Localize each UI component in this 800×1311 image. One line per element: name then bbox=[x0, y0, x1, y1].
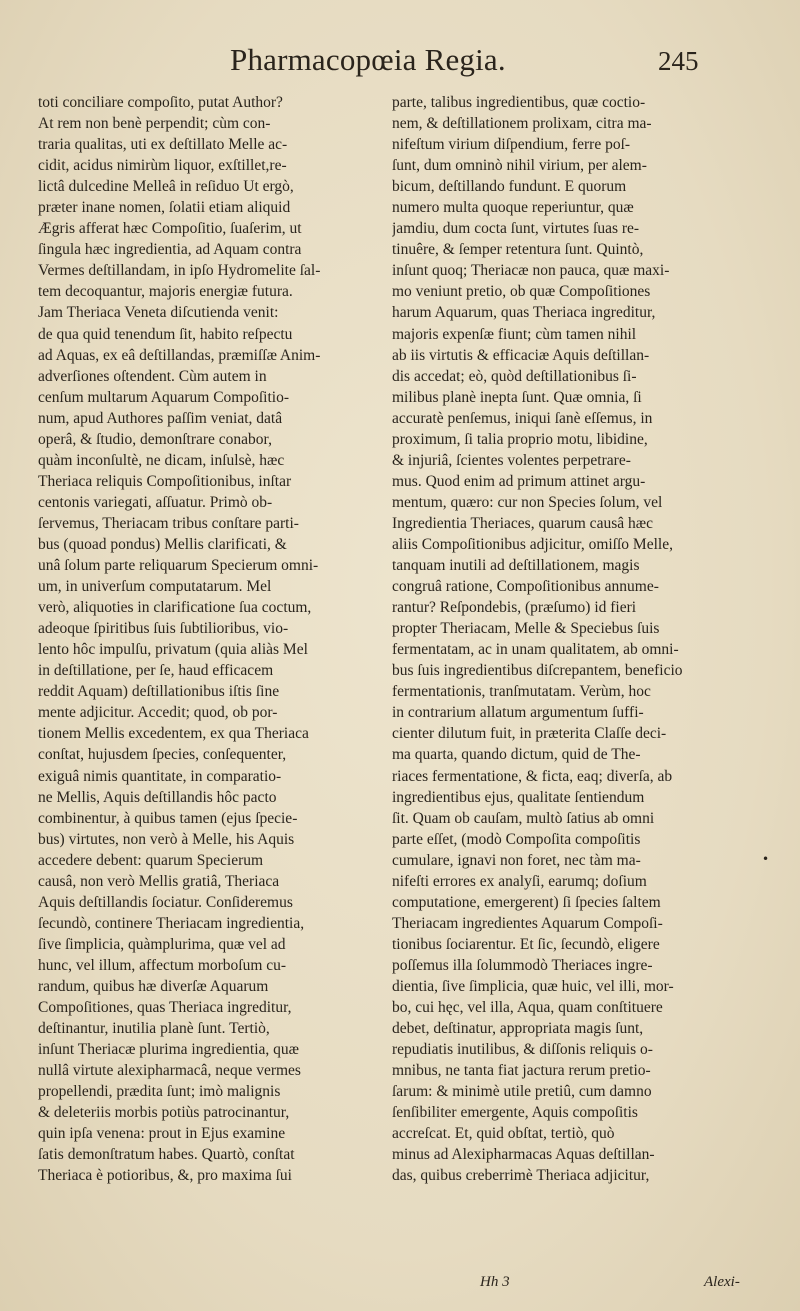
text-line: cenſum multarum Aquarum Compoſitio- bbox=[38, 388, 289, 406]
text-line: tem decoquantur, majoris energiæ futura. bbox=[38, 283, 293, 301]
text-line: cidit, acidus nimirùm liquor, exſtillet,re- bbox=[38, 157, 287, 175]
text-line: ſarum: & minimè utile pretiû, cum damno bbox=[392, 1083, 652, 1101]
text-line: nem, & deſtillationem prolixam, citra ma- bbox=[392, 115, 652, 133]
text-line: ſingula hæc ingredientia, ad Aquam contra bbox=[38, 241, 302, 259]
text-line: bus ſuis ingredientibus diſcrepantem, beneficio bbox=[392, 662, 683, 680]
text-line: Vermes deſtillandam, in ipſo Hydromelite ſal- bbox=[38, 262, 321, 280]
page-header bbox=[0, 42, 800, 88]
text-line: tinuêre, & ſemper retentura ſunt. Quintò, bbox=[392, 241, 644, 259]
text-line: ſit. Quam ob cauſam, multò ſatius ab omni bbox=[392, 809, 655, 827]
text-line: Theriacam ingredientes Aquarum Compoſi- bbox=[392, 914, 663, 932]
text-line: reddit Aquam) deſtillationibus iſtis ſine bbox=[38, 683, 280, 701]
text-line: præter inane nomen, ſolatii etiam aliquid bbox=[38, 199, 291, 217]
text-line: tanquam inutili ad deſtillationem, magis bbox=[392, 557, 640, 575]
text-line: hunc, vel illum, affectum morboſum cu- bbox=[38, 956, 287, 974]
text-line: exiguâ nimis quantitate, in comparatio- bbox=[38, 767, 282, 785]
text-line: ſervemus, Theriacam tribus conſtare parti- bbox=[38, 514, 299, 532]
text-line: dis accedat; eò, quòd deſtillationibus ſi- bbox=[392, 367, 637, 385]
text-line: debet, deſtinatur, appropriata magis ſunt, bbox=[392, 1020, 644, 1038]
page-footer bbox=[472, 1274, 772, 1294]
text-line: accreſcat. Et, quid obſtat, tertiò, quò bbox=[392, 1125, 615, 1143]
text-line: Jam Theriaca Veneta diſcutienda venit: bbox=[38, 304, 279, 322]
text-line: rantur? Reſpondebis, (præſumo) id fieri bbox=[392, 599, 637, 617]
text-line: ſecundò, continere Theriacam ingredientia, bbox=[38, 914, 305, 932]
text-line: accedere debent: quarum Specierum bbox=[38, 851, 264, 869]
text-line: fermentatam, ac in unam qualitatem, ab omni- bbox=[392, 641, 679, 659]
text-line: Aquis deſtillandis ſociatur. Conſideremus bbox=[38, 893, 293, 911]
text-line: inſunt Theriacæ plurima ingredientia, quæ bbox=[38, 1041, 300, 1059]
right-text-column bbox=[392, 92, 728, 1186]
text-line: ab iis virtutis & efficaciæ Aquis deſtillan- bbox=[392, 346, 650, 364]
text-line: Theriaca è potioribus, &, pro maxima ſui bbox=[38, 1167, 292, 1185]
text-line: ſenſibiliter emergente, Aquis compoſitis bbox=[392, 1104, 638, 1122]
text-line: mus. Quod enim ad primum attinet argu- bbox=[392, 472, 646, 490]
text-line: nifeſtum virium diſpendium, ferre poſ- bbox=[392, 136, 631, 154]
text-line: verò, aliquoties in clarificatione ſua coctum, bbox=[38, 599, 312, 617]
text-line: bus) virtutes, non verò à Melle, his Aquis bbox=[38, 830, 295, 848]
text-line: jamdiu, dum cocta ſunt, virtutes ſuas re- bbox=[392, 220, 640, 238]
text-line: aliis Compoſitionibus adjicitur, omiſſo Melle, bbox=[392, 535, 673, 553]
text-line: harum Aquarum, quas Theriaca ingreditur, bbox=[392, 304, 656, 322]
text-line: Compoſitiones, quas Theriaca ingreditur, bbox=[38, 999, 292, 1017]
text-line: bicum, deſtillando fundunt. E quorum bbox=[392, 178, 627, 196]
text-line: majoris expenſæ fiunt; cùm tamen nihil bbox=[392, 325, 637, 343]
text-line: propellendi, prædita ſunt; imò malignis bbox=[38, 1083, 281, 1101]
text-line: repudiatis inutilibus, & diſſonis reliquis o- bbox=[392, 1041, 653, 1059]
text-line: parte, talibus ingredientibus, quæ coctio- bbox=[392, 94, 646, 111]
text-line: combinentur, à quibus tamen (ejus ſpecie- bbox=[38, 809, 298, 827]
text-line: computatione, emergerent) ſi ſpecies ſaltem bbox=[392, 893, 661, 911]
text-line: lento hôc impulſu, privatum (quia aliàs Mel bbox=[38, 641, 308, 659]
text-line: operâ, & ſtudio, demonſtrare conabor, bbox=[38, 430, 272, 448]
text-line: toti conciliare compoſito, putat Author? bbox=[38, 94, 283, 111]
text-line: accuratè penſemus, iniqui ſanè eſſemus, in bbox=[392, 409, 653, 427]
text-line: cumulare, ignavi non foret, nec tàm ma- bbox=[392, 851, 641, 869]
text-line: bus (quoad pondus) Mellis clarificati, & bbox=[38, 535, 287, 553]
text-line: bo, cui hęc, vel illa, Aqua, quam conſtituere bbox=[392, 999, 663, 1017]
text-line: unâ ſolum parte reliquarum Specierum omni- bbox=[38, 557, 319, 575]
text-line: um, in univerſum computatarum. Mel bbox=[38, 578, 272, 596]
text-line: in contrarium allatum argumentum ſuffi- bbox=[392, 704, 644, 722]
left-text-column bbox=[38, 92, 374, 1186]
text-line: causâ, non verò Mellis gratiâ, Theriaca bbox=[38, 872, 280, 890]
text-line: mo veniunt pretio, ob quæ Compoſitiones bbox=[392, 283, 651, 301]
text-line: deſtinantur, inutilia planè ſunt. Tertiò, bbox=[38, 1020, 270, 1038]
text-line: adverſiones oſtendent. Cùm autem in bbox=[38, 367, 267, 385]
catchword: Alexi- bbox=[704, 1274, 740, 1290]
text-line: de qua quid tenendum ſit, habito reſpectu bbox=[38, 325, 293, 343]
text-line: inſunt quoq; Theriacæ non pauca, quæ maxi- bbox=[392, 262, 670, 280]
text-line: proximum, ſi talia proprio motu, libidine, bbox=[392, 430, 648, 448]
text-line: mentum, quæro: cur non Species ſolum, vel bbox=[392, 493, 663, 511]
text-line: num, apud Authores paſſim veniat, datâ bbox=[38, 409, 283, 427]
text-line: ſatis demonſtratum habes. Quartò, conſtat bbox=[38, 1146, 295, 1164]
text-line: ne Mellis, Aquis deſtillandis hôc pacto bbox=[38, 788, 277, 806]
text-line: riaces fermentatione, & ficta, eaq; diverſa, ab bbox=[392, 767, 673, 785]
text-line: poſſemus illa ſolummodò Theriaces ingre- bbox=[392, 956, 653, 974]
text-line: quàm inconſultè, ne dicam, inſulsè, hæc bbox=[38, 451, 285, 469]
text-line: dientia, ſive ſimplicia, quæ huic, vel illi, mor- bbox=[392, 977, 674, 995]
text-line: das, quibus creberrimè Theriaca adjicitur, bbox=[392, 1167, 650, 1185]
text-line: nifeſti errores ex analyſi, earumq; doſium bbox=[392, 872, 647, 890]
text-line: ingredientibus ejus, qualitate ſentiendum bbox=[392, 788, 645, 806]
text-line: adeoque ſpiritibus ſuis ſubtilioribus, vio- bbox=[38, 620, 289, 638]
text-line: ad Aquas, ex eâ deſtillandas, præmiſſæ Anim- bbox=[38, 346, 321, 364]
text-line: fermentationis, tranſmutatam. Verùm, hoc bbox=[392, 683, 651, 701]
text-line: Theriaca reliquis Compoſitionibus, inſtar bbox=[38, 472, 292, 490]
signature-mark: Hh 3 bbox=[480, 1274, 510, 1290]
text-line: congruâ ratione, Compoſitionibus annume- bbox=[392, 578, 659, 596]
margin-dot-mark: • bbox=[762, 852, 770, 866]
text-line: propter Theriacam, Melle & Speciebus ſuis bbox=[392, 620, 660, 638]
text-line: lictâ dulcedine Melleâ in reſiduo Ut ergò, bbox=[38, 178, 294, 196]
text-line: tionibus ſociarentur. Et ſic, ſecundò, eligere bbox=[392, 935, 660, 953]
text-line: traria qualitas, uti ex deſtillato Melle ac- bbox=[38, 136, 288, 154]
text-line: & injuriâ, ſcientes volentes perpetrare- bbox=[392, 451, 631, 469]
page-number: 245 bbox=[658, 46, 699, 76]
text-line: quin ipſa venena: prout in Ejus examine bbox=[38, 1125, 286, 1143]
text-line: numero multa quoque reperiuntur, quæ bbox=[392, 199, 634, 217]
text-line: At rem non benè perpendit; cùm con- bbox=[38, 115, 271, 133]
text-line: nullâ virtute alexipharmacâ, neque vermes bbox=[38, 1062, 301, 1080]
text-line: Ægris afferat hæc Compoſitio, ſuaſerim, ut bbox=[38, 220, 302, 238]
text-line: tionem Mellis excedentem, ex qua Theriaca bbox=[38, 725, 309, 743]
running-title: Pharmacopœia Regia. bbox=[230, 42, 506, 77]
text-line: mnibus, ne tanta fiat jactura rerum pretio- bbox=[392, 1062, 651, 1080]
text-line: centonis variegati, aſſuatur. Primò ob- bbox=[38, 493, 273, 511]
text-line: conſtat, hujusdem ſpecies, conſequenter, bbox=[38, 746, 287, 764]
text-line: ma quarta, quando dictum, quid de The- bbox=[392, 746, 641, 764]
text-line: mente adjicitur. Accedit; quod, ob por- bbox=[38, 704, 278, 722]
text-line: & deleteriis morbis potiùs patrocinantur, bbox=[38, 1104, 290, 1122]
text-line: milibus planè inepta ſunt. Quæ omnia, ſi bbox=[392, 388, 642, 406]
text-line: in deſtillatione, per ſe, haud efficacem bbox=[38, 662, 274, 680]
text-line: ſunt, dum omninò nihil virium, per alem- bbox=[392, 157, 647, 175]
text-line: minus ad Alexipharmacas Aquas deſtillan- bbox=[392, 1146, 655, 1164]
text-line: ſive ſimplicia, quàmplurima, quæ vel ad bbox=[38, 935, 286, 953]
text-line: Ingredientia Theriaces, quarum causâ hæc bbox=[392, 514, 653, 532]
text-line: parte eſſet, (modò Compoſita compoſitis bbox=[392, 830, 641, 848]
text-line: cienter dilutum fuit, in præterita Claſſe deci- bbox=[392, 725, 667, 743]
text-line: randum, quibus hæ diverſæ Aquarum bbox=[38, 977, 269, 995]
